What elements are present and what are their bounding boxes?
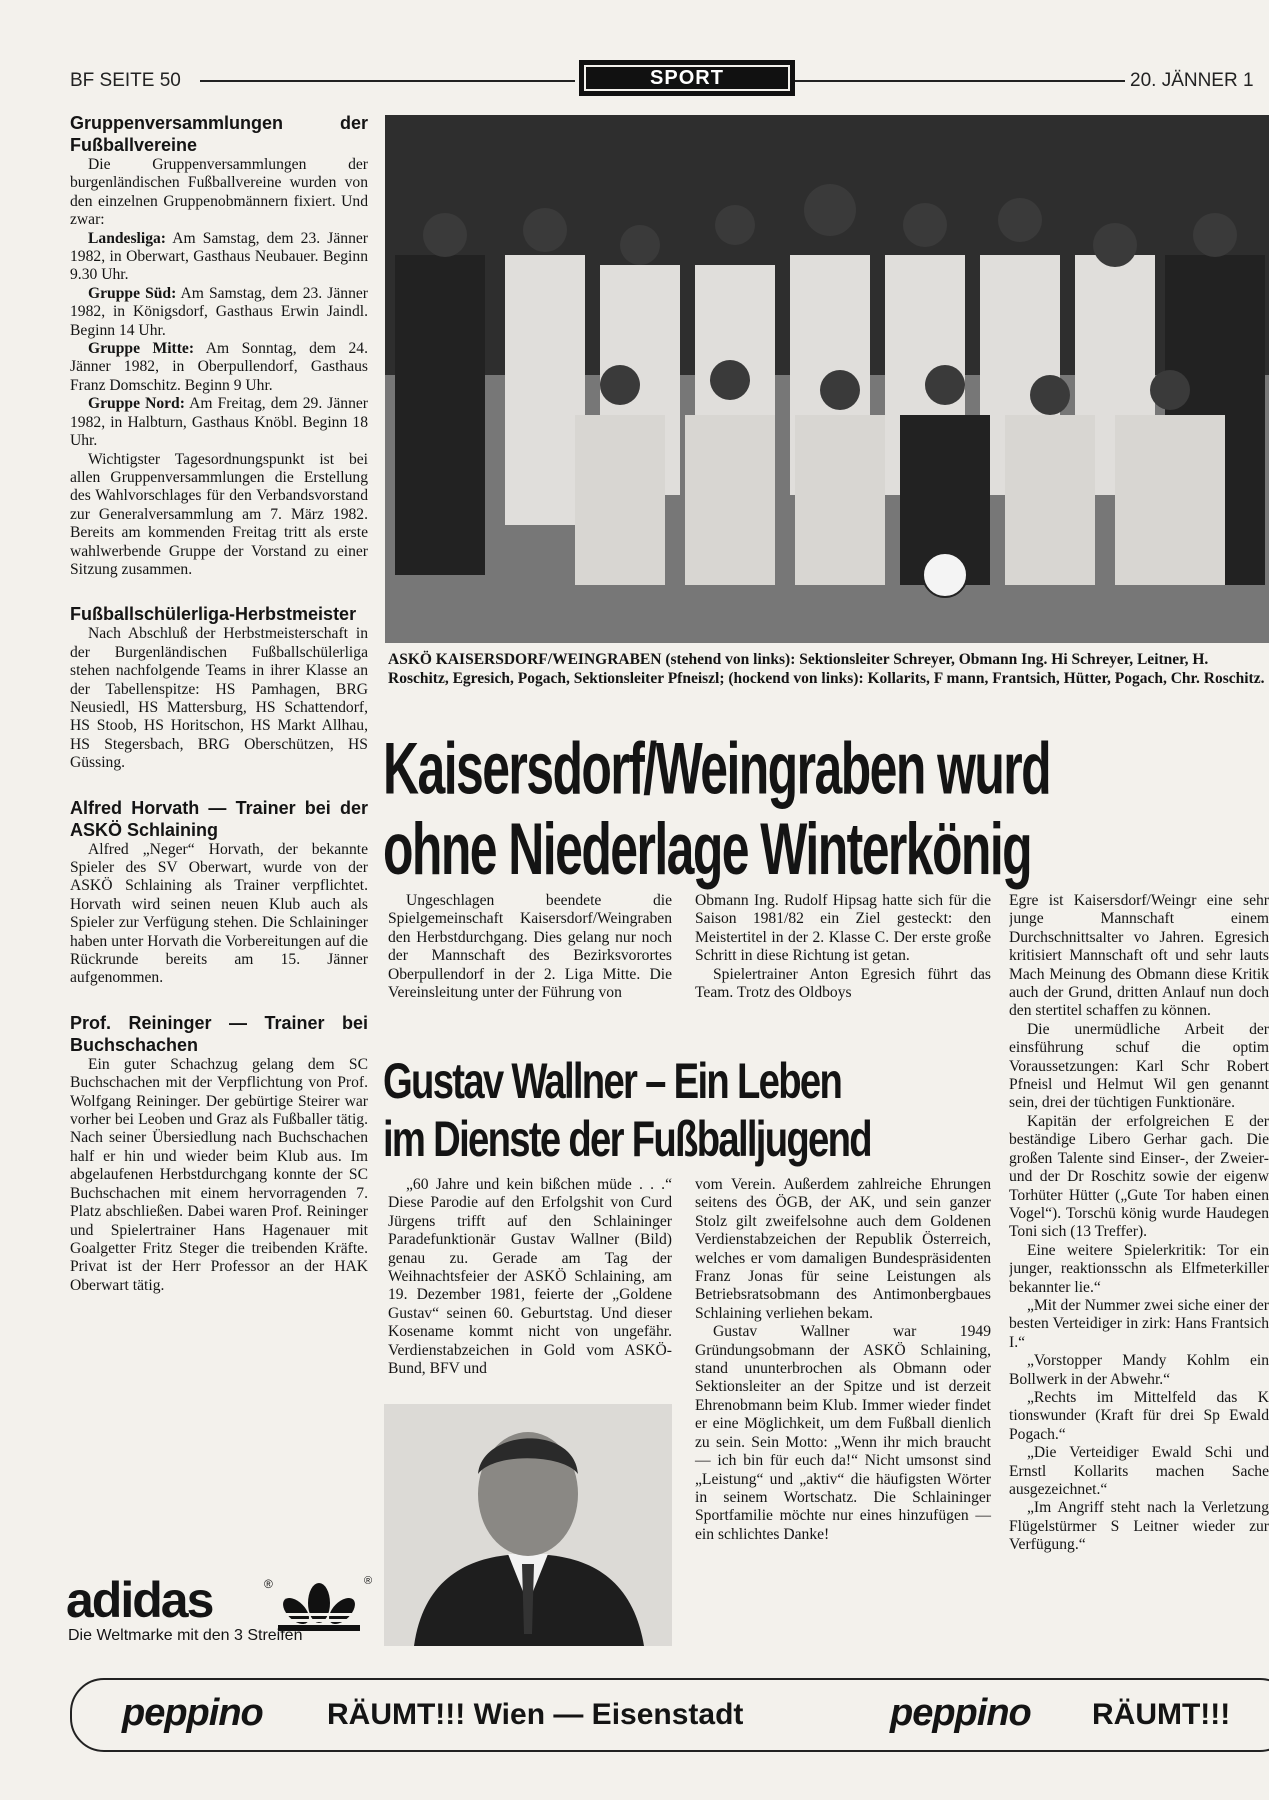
meeting-item: Gruppe Mitte: Am Sonntag, dem 24. Jänner 1982, in Oberpullendorf, Gasthaus Franz Domschitz. Beginn 9 Uhr.: [70, 340, 368, 394]
main-col-2: [695, 892, 991, 1002]
meeting-item: Landesliga: Am Samstag, dem 23. Jänner 1982, in Oberwart, Gasthaus Neubauer. Beginn 9.30 Uhr.: [70, 229, 368, 284]
article-heading-gruppenversammlungen: Gruppenversammlungen der Fußballvereine: [70, 113, 368, 155]
headline-line: Gustav Wallner – Ein Leben: [383, 1052, 842, 1110]
article-body: Obmann Ing. Rudolf Hipsag hatte sich für die Saison 1981/82 ein Ziel gesteckt: den Meistertitel in der 2. Klasse C. Der erste große Schritt in diese Richtung ist getan.: [695, 892, 991, 965]
header-rule-right: [795, 80, 1125, 82]
article-heading-schuelerliga: Fußballschülerliga-Herbstmeister: [70, 604, 357, 625]
page-number: BF SEITE 50: [70, 70, 181, 91]
article-closing: Wichtigster Tagesordnungspunkt ist bei allen Gruppenversammlungen die Erstellung des Wahlvorschlages für den Verbandsvorstand zur Generalversammlung am 7. März 1982. Bereits am kommenden Freitag tritt als erste wahlwerbende Gruppe der Vorstand zu einer Sitzung zusammen.: [70, 450, 368, 578]
wallner-portrait-image: [384, 1404, 672, 1646]
section-label: SPORT: [579, 60, 795, 96]
meeting-item: Gruppe Süd: Am Samstag, dem 23. Jänner 1982, in Königsdorf, Gasthaus Erwin Jaindl. Beginn 14 Uhr.: [70, 284, 368, 339]
article-body: „Vorstopper Mandy Kohlm ein Bollwerk in der Abwehr.“: [1009, 1352, 1269, 1388]
wallner-headline: [383, 1052, 871, 1168]
headline-line: im Dienste der Fußballjugend: [383, 1110, 871, 1168]
photo-caption: ASKÖ KAISERSDORF/WEINGRABEN (stehend von links): Sektionsleiter Schreyer, Obmann Ing. Hi Schreyer, Leitner, H. Roschitz, Egresich, Pogach, Sektionsleiter Pfneiszl; (hockend von links): Kollarits, F mann, Frantsich, Hütter, Pogach, Chr. Roschitz.: [388, 651, 1265, 687]
article-body: Nach Abschluß der Herbstmeisterschaft in der Burgenländischen Fußballschülerliga stehen nachfolgende Teams in ihrer Klasse an der Tabellenspitze: HS Pamhagen, BRG Neusiedl, HS Mattersburg, HS Schattendorf, HS Stoob, HS Horitschon, HS Markt Allhau, HS Stegersbach, BRG Oberschützen, HS Güssing.: [70, 625, 368, 772]
peppino-logo: peppino: [122, 1692, 263, 1734]
registered-mark: ®: [364, 1575, 373, 1587]
article-body: Ungeschlagen beendete die Spielgemeinschaft Kaisersdorf/Weingraben den Herbstdurchgang. Dies gelang nur noch der Mannschaft des Bezirksvorortes Oberpullendorf in der 2. Liga Mitte. Die Vereinsleitung unter der Führung von: [388, 892, 672, 1002]
peppino-ad: [70, 1678, 1269, 1752]
article-body: „Im Angriff steht nach la Verletzung Flügelstürmer S Leitner wieder zur Verfügung.“: [1009, 1499, 1269, 1554]
article-body: Die unermüdliche Arbeit der einsführung schuf die optim Voraussetzungen: Karl Schr Robert Pfneisl und Helmut Wil gen genannt sein, drei der tüchtigen Funktionäre.: [1009, 1020, 1269, 1112]
wallner-col-2: [695, 1176, 991, 1544]
wallner-col-1: [388, 1176, 672, 1378]
adidas-slogan: Die Weltmarke mit den 3 Streifen: [68, 1627, 303, 1644]
article-intro: Die Gruppenversammlungen der burgenländischen Fußballvereine wurden von den einzelnen Gruppenobmännern fixiert. Und zwar:: [70, 156, 368, 229]
article-body: Kapitän der erfolgreichen E der beständige Libero Gerhar gach. Die großen Talente sind Einser-, der Zweier- und der Dr Roschitz sowie der eigenw Torhüter Hütter („Gute Tor haben einen Vogel“). Torschü könig wurde Haudegen Toni sich (13 Treffer).: [1009, 1112, 1269, 1241]
article-body: Eine weitere Spielerkritik: Tor ein junger, reaktionsschn als Elfmeterkiller bekannter lie.“: [1009, 1241, 1269, 1296]
main-col-3: [1009, 892, 1269, 1555]
article-heading-horvath: Alfred Horvath — Trainer bei der ASKÖ Schlaining: [70, 797, 368, 840]
article-body: „60 Jahre und kein bißchen müde . . .“ Diese Parodie auf den Erfolgshit von Curd Jürgens trifft auf den Schlaininger Paradefunktionär Gustav Wallner (Bild) genau zu. Gerade am Tag der Weihnachtsfeier der ASKÖ Schlaining, am 19. Dezember 1981, feierte der „Goldene Gustav“ seinen 60. Geburtstag. Und dieser Kosename kommt nicht von ungefähr. Verdienstabzeichen in Gold vom ASKÖ-Bund, BFV und: [388, 1176, 672, 1378]
main-col-1: [388, 892, 672, 1002]
left-column: [70, 112, 368, 1295]
article-body: Ein guter Schachzug gelang dem SC Buchschachen mit der Verpflichtung von Prof. Wolfgang Reininger. Der gebürtige Steirer war vorher bei Leoben und Graz als Fußballer tätig. Nach seiner Übersiedlung nach Buchschachen half er hin und wieder beim Klub aus. Im abgelaufenen Herbstdurchgang konnte der SC Buchschachen mit einem hervorragenden 7. Platz abschließen. Dabei waren Prof. Reininger und Spielertrainer Hans Hagenauer mit Goalgetter Fritz Steger die treibenden Kräfte. Privat ist der Herr Professor an der HAK Oberwart tätig.: [70, 1055, 368, 1294]
registered-mark: ®: [264, 1577, 273, 1591]
article-body: „Rechts im Mittelfeld das K tionswunder (Kraft für drei Sp Ewald Pogach.“: [1009, 1388, 1269, 1443]
ad-text: RÄUMT!!! Wien — Eisenstadt: [327, 1698, 744, 1731]
header-rule-left: [200, 80, 575, 82]
peppino-logo: peppino: [890, 1692, 1031, 1734]
headline-line: Kaisersdorf/Weingraben wurd: [383, 726, 1051, 810]
adidas-logo-text: adidas: [66, 1572, 213, 1628]
article-body: Egre ist Kaisersdorf/Weingr eine sehr junge Mannschaft einem Durchschnittsalter vo Jahren. Egresich kritisiert Mannschaft oft und sehr lauts Mach Meinung des Obmann diese Kritik auch der Grund, dritten Anlauf nun doch den stertitel schaffen zu können.: [1009, 892, 1269, 1020]
article-heading-reininger: Prof. Reininger — Trainer bei Buchschachen: [70, 1012, 368, 1055]
article-body: vom Verein. Außerdem zahlreiche Ehrungen seitens des ÖGB, der AK, und sein ganzer Stolz gilt zweifelsohne auch dem Goldenen Verdienstabzeichen der Republik Österreich, welches er vom damaligen Bundespräsidenten Franz Jonas für seine Leistungen als Betriebsratsobmann des Antimonbergbaues Schlaining verliehen bekam.: [695, 1176, 991, 1322]
wallner-portrait: [384, 1404, 672, 1646]
meeting-item: Gruppe Nord: Am Freitag, dem 29. Jänner 1982, in Halbturn, Gasthaus Knöbl. Beginn 18 Uhr.: [70, 395, 368, 450]
article-body: „Mit der Nummer zwei siche einer der besten Verteidiger in zirk: Hans Frantsich I.“: [1009, 1296, 1269, 1351]
adidas-ad: [66, 1572, 373, 1655]
article-body: Spielertrainer Anton Egresich führt das Team. Trotz des Oldboys: [695, 965, 991, 1002]
ad-text: RÄUMT!!!: [1092, 1698, 1231, 1731]
team-photo-image: [385, 115, 1269, 643]
article-body: Gustav Wallner war 1949 Gründungsobmann der ASKÖ Schlaining, stand ununterbrochen als Obmann oder Sektionsleiter an der Spitze und ist derzeit Ehrenobmann beim Klub. Immer wieder findet er eine Möglichkeit, um dem Fußball dienlich zu sein. Sein Motto: „Wenn ihr mich braucht — ich bin für euch da!“ Nicht umsonst sind „Leistung“ und „aktiv“ die häufigsten Wörter in seinem Wortschatz. Die Schlaininger Sportfamilie möchte nur eines hinzufügen — ein schlichtes Danke!: [695, 1323, 991, 1543]
main-headline: [383, 728, 1050, 889]
trefoil-icon: [274, 1583, 364, 1631]
team-photo: [385, 115, 1269, 643]
article-body: Alfred „Neger“ Horvath, der bekannte Spieler des SV Oberwart, wurde von der ASKÖ Schlaining als Trainer verpflichtet. Horvath wird seinen neuen Klub auch als Spieler zur Verfügung stehen. Die Schlaininger haben unter Horvath die Vorbereitungen auf die Rückrunde bereits am 15. Jänner aufgenommen.: [70, 840, 368, 987]
page-date: 20. JÄNNER 1: [1130, 70, 1254, 91]
headline-line: ohne Niederlage Winterkönig: [383, 807, 1032, 891]
article-body: „Die Verteidiger Ewald Schi und Ernstl Kollarits machen Sache ausgezeichnet.“: [1009, 1444, 1269, 1498]
